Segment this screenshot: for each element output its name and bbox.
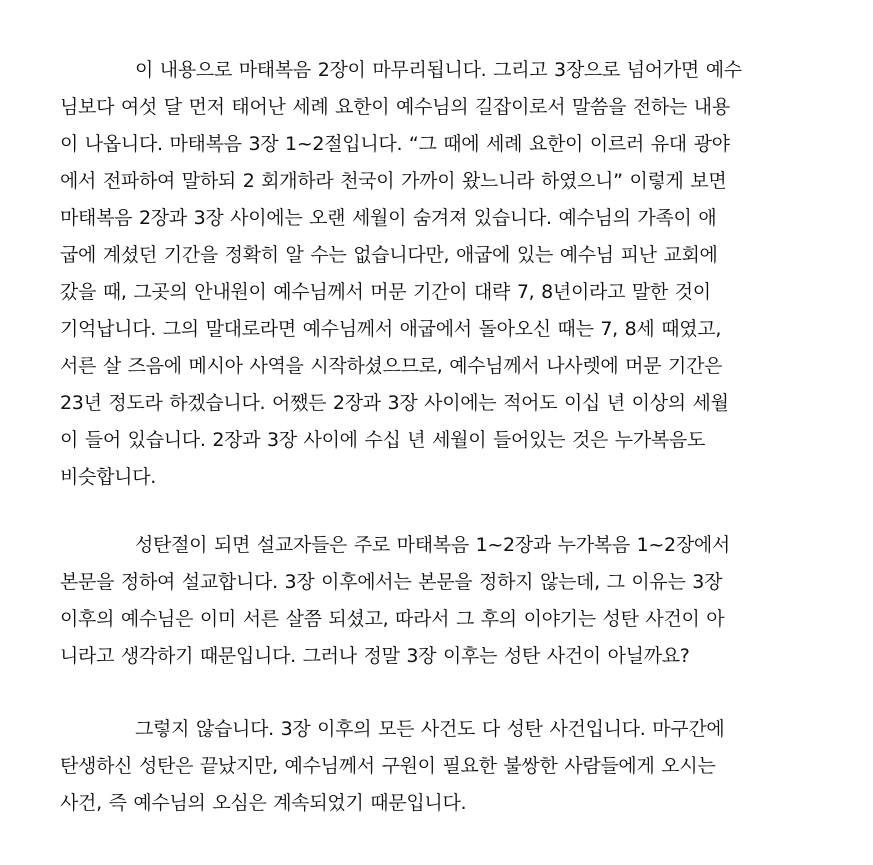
text-line: 23년 정도라 하겠습니다. 어쨌든 2장과 3장 사이에는 적어도 이십 년 이상의 세월 [60,392,729,414]
text-line: 굽에 계셨던 기간을 정확히 알 수는 없습니다만, 애굽에 있는 예수님 피난 교회에 [60,244,718,266]
text-line: 니라고 생각하기 때문입니다. 그러나 정말 3장 이후는 성탄 사건이 아닐까요? [60,645,690,667]
text-line: 이 들어 있습니다. 2장과 3장 사이에 수십 년 세월이 들어있는 것은 누가복음도 [60,429,706,451]
text-line: 탄생하신 성탄은 끝났지만, 예수님께서 구원이 필요한 불쌍한 사람들에게 오시는 [60,755,716,777]
text-line: 이 나옵니다. 마태복음 3장 1~2절입니다. “그 때에 세례 요한이 이르러 유대 광야 [60,133,730,155]
text-line: 님보다 여섯 달 먼저 태어난 세례 요한이 예수님의 길잡이로서 말씀을 전하는 내용 [60,96,730,118]
text-line: 기억납니다. 그의 말대로라면 예수님께서 애굽에서 돌아오신 때는 7, 8세 때였고, [60,318,722,340]
text-line: 본문을 정하여 설교합니다. 3장 이후에서는 본문을 정하지 않는데, 그 이유는 3장 [60,571,723,593]
paragraph-1 [60,52,820,496]
text-line: 마태복음 2장과 3장 사이에는 오랜 세월이 숨겨져 있습니다. 예수님의 가족이 애 [60,207,717,229]
text-line: 사건, 즉 예수님의 오심은 계속되었기 때문입니다. [60,792,467,814]
paragraph-2 [60,527,820,675]
text-line: 갔을 때, 그곳의 안내원이 예수님께서 머문 기간이 대략 7, 8년이라고 말한 것이 [60,281,711,303]
text-line: 그렇지 않습니다. 3장 이후의 모든 사건도 다 성탄 사건입니다. 마구간에 [135,718,725,740]
text-line: 서른 살 즈음에 메시아 사역을 시작하셨으므로, 예수님께서 나사렛에 머문 기간은 [60,355,723,377]
text-line: 이후의 예수님은 이미 서른 살쯤 되셨고, 따라서 그 후의 이야기는 성탄 사건이 아 [60,608,725,630]
text-line: 성탄절이 되면 설교자들은 주로 마태복음 1~2장과 누가복음 1~2장에서 [135,534,730,556]
text-line: 에서 전파하여 말하되 2 회개하라 천국이 가까이 왔느니라 하였으니” 이렇게 보면 [60,170,727,192]
text-line: 이 내용으로 마태복음 2장이 마무리됩니다. 그리고 3장으로 넘어가면 예수 [135,59,742,81]
text-line: 비슷합니다. [60,466,157,488]
paragraph-3 [60,711,820,822]
